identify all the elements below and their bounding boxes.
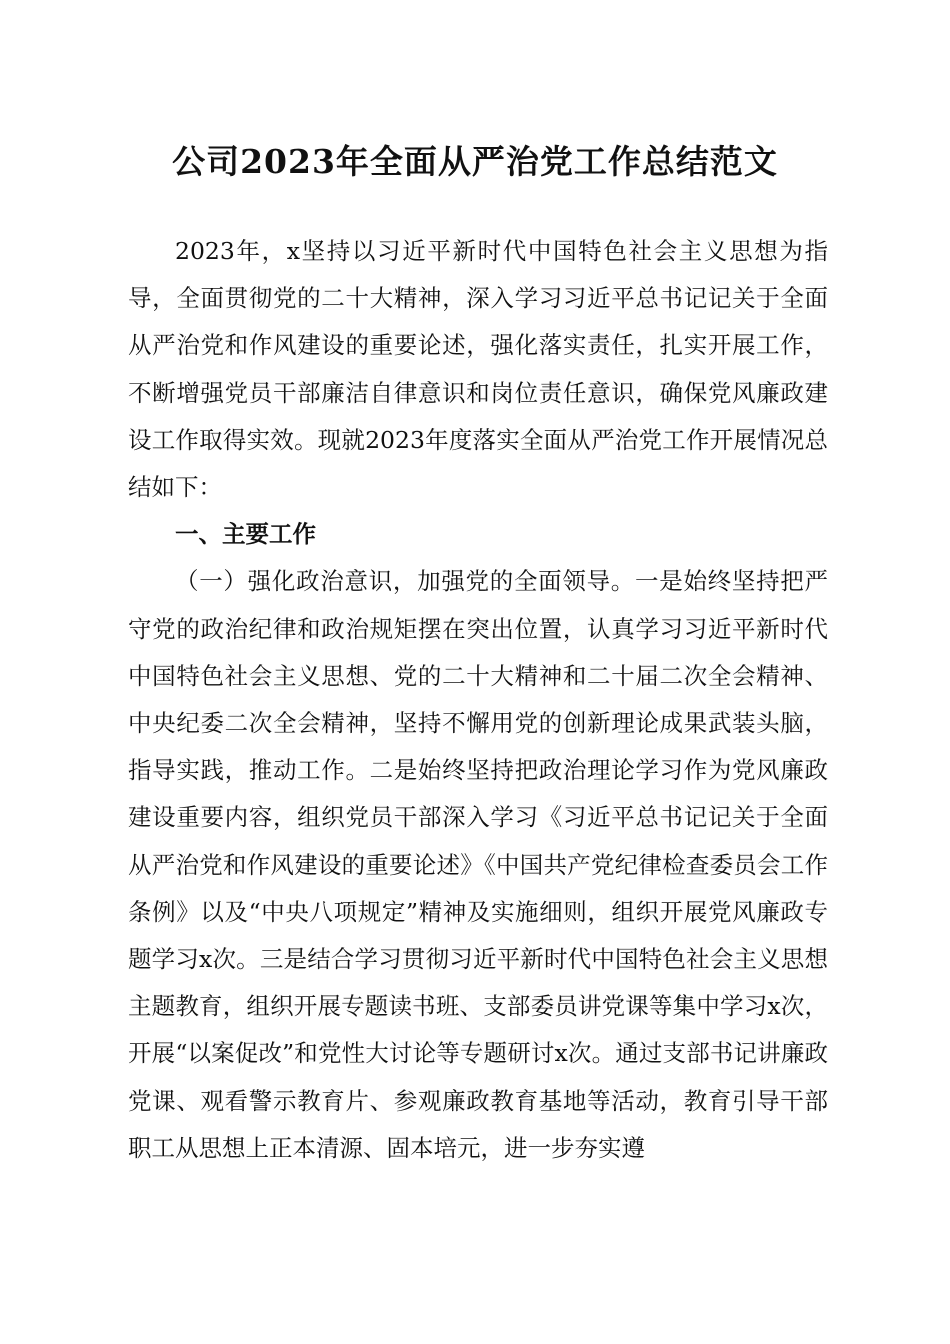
subsection-body-1: 一是始终坚持把严守党的政治纪律和政治规矩摆在突出位置，认真学习习近平新时代中国特色社会主义思想、党的二十大精神和二十届二次全会精神、中央纪委二次全会精神，坚持不懈用党的创新理论成果武装头脑，指导实践，推动工作。二是始终坚持把政治理论学习作为党风廉政建设重要内容，组织党员干部深入学习《习近平总书记记关于全面从严治党和作风建设的重要论述》《中国共产党纪律检查委员会工作条例》以及“中央八项规定”精神及实施细则，组织开展党风廉政专题学习x次。三是结合学习贯彻习近平新时代中国特色社会主义思想主题教育，组织开展专题读书班、支部委员讲党课等集中学习x次，开展“以案促改”和党性大讨论等专题研讨x次。通过支部书记讲廉政党课、观看警示教育片、参观廉政教育基地等活动，教育引导干部职工从思想上正本清源、固本培元，进一步夯实遵 (128, 567, 829, 1162)
document-title: 公司2023年全面从严治党工作总结范文 (172, 142, 778, 181)
subsection-heading-1: （一）强化政治意识，加强党的全面领导。 (175, 567, 636, 596)
document-body (128, 228, 828, 1172)
intro-paragraph: 2023年，x坚持以习近平新时代中国特色社会主义思想为指导，全面贯彻党的二十大精神，深入学习习近平总书记记关于全面从严治党和作风建设的重要论述，强化落实责任，扎实开展工作，不断增强党员干部廉洁自律意识和岗位责任意识，确保党风廉政建设工作取得实效。现就2023年度落实全面从严治党工作开展情况总结如下： (128, 237, 828, 502)
section-heading-main-work: 一、主要工作 (175, 520, 316, 549)
subsection-paragraph-1 (128, 558, 828, 1172)
